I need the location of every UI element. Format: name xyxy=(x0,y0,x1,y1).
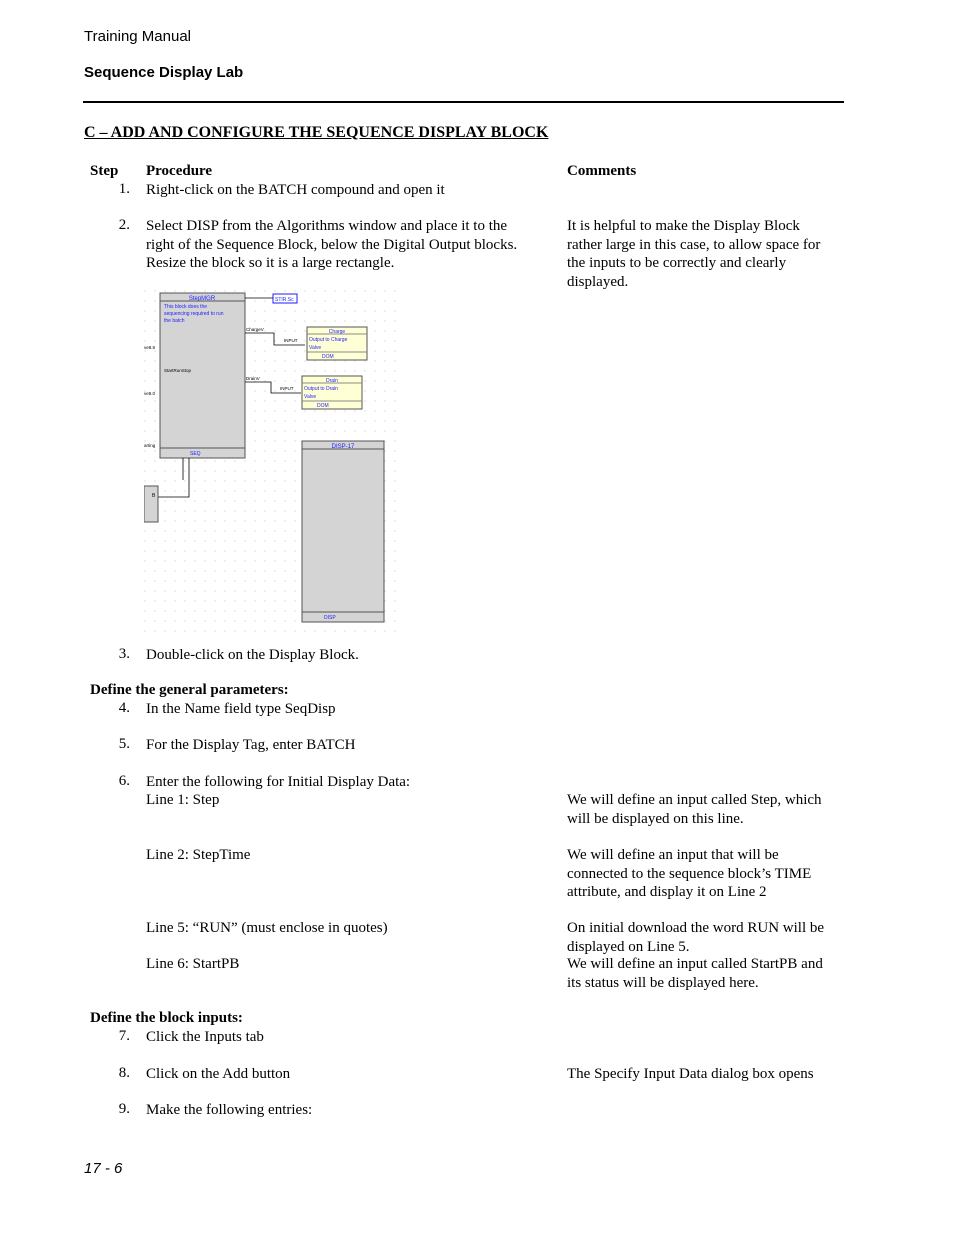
svg-text:Valve: Valve xyxy=(304,394,317,400)
step-text: Double-click on the Display Block. xyxy=(146,647,359,663)
lab-title: Sequence Display Lab xyxy=(84,64,244,81)
col-step: Step xyxy=(90,163,119,179)
svg-text:STIR.Sc: STIR.Sc xyxy=(275,297,294,303)
svg-text:Charge: Charge xyxy=(328,329,346,335)
step-number: 5. xyxy=(118,736,130,752)
step-number: 3. xyxy=(118,646,130,662)
display-line-comment: We will define an input called StartPB and its status will be displayed here. xyxy=(567,956,823,991)
step-text: For the Display Tag, enter BATCH xyxy=(146,737,356,753)
col-comments: Comments xyxy=(567,163,637,179)
svg-text:StartRunStop: StartRunStop xyxy=(164,368,192,373)
display-line: Line 5: “RUN” (must enclose in quotes) xyxy=(146,920,388,936)
step-number: 2. xyxy=(118,217,130,233)
svg-text:Output to Drain: Output to Drain xyxy=(304,386,338,392)
step-number: 4. xyxy=(118,700,130,716)
svg-text:the batch: the batch xyxy=(164,318,185,324)
step-number: 7. xyxy=(118,1028,130,1044)
step-text: Right-click on the BATCH compound and open it xyxy=(146,182,445,198)
seq-title: StepMGR xyxy=(188,296,216,302)
step-text: Select DISP from the Algorithms window and place it to the right of the Sequence Block, below the Digital Output blocks. Resize the block so it is a large rectangle. xyxy=(146,218,518,271)
drain-block[interactable] xyxy=(302,376,362,409)
display-line-comment: We will define an input called Step, which will be displayed on this line. xyxy=(567,792,822,827)
step-number: 9. xyxy=(118,1101,130,1117)
step-text: Click on the Add button xyxy=(146,1066,291,1082)
svg-text:Valve: Valve xyxy=(309,345,322,351)
sequence-block[interactable] xyxy=(160,293,245,458)
header-rule xyxy=(83,101,844,103)
svg-text:DrainV: DrainV xyxy=(246,376,260,381)
step-comment: The Specify Input Data dialog box opens xyxy=(567,1066,814,1082)
svg-text:Drain: Drain xyxy=(326,378,338,384)
manual-title: Training Manual xyxy=(84,28,191,45)
charge-block[interactable] xyxy=(307,327,367,360)
disp-block[interactable] xyxy=(302,441,384,622)
svg-text:ve8.0: ve8.0 xyxy=(144,391,156,396)
step-text: In the Name field type SeqDisp xyxy=(146,701,336,717)
display-line: Line 2: StepTime xyxy=(146,847,251,863)
svg-text:sequencing required to run: sequencing required to run xyxy=(164,311,224,317)
svg-text:DISP: DISP xyxy=(324,615,336,621)
subhead-inputs: Define the block inputs: xyxy=(90,1010,243,1026)
step-comment: It is helpful to make the Display Block rather large in this case, to allow space for the inputs to be correctly and clearly displayed. xyxy=(567,218,821,290)
step-number: 8. xyxy=(118,1065,130,1081)
svg-text:DOM: DOM xyxy=(322,354,334,360)
subhead-general: Define the general parameters: xyxy=(90,682,289,698)
svg-text:INPUT: INPUT xyxy=(280,386,294,391)
page-number: 17 - 6 xyxy=(84,1160,123,1177)
step-number: 1. xyxy=(118,181,130,197)
step-text: Click the Inputs tab xyxy=(146,1029,264,1045)
svg-text:This block does the: This block does the xyxy=(164,304,208,310)
display-line-comment: We will define an input that will be connected to the sequence block’s TIME attribute, and display it on Line 2 xyxy=(567,847,812,900)
svg-text:INPUT: INPUT xyxy=(284,338,298,343)
display-line-comment: On initial download the word RUN will be displayed on Line 5. xyxy=(567,920,825,955)
display-line: Line 6: StartPB xyxy=(146,956,240,972)
svg-text:B: B xyxy=(152,493,156,499)
col-procedure: Procedure xyxy=(146,163,213,179)
block-diagram-screenshot xyxy=(144,290,398,632)
svg-text:ve8.8: ve8.8 xyxy=(144,345,156,350)
section-title: C – ADD AND CONFIGURE THE SEQUENCE DISPLAY BLOCK xyxy=(84,124,549,141)
display-line: Line 1: Step xyxy=(146,792,220,808)
step-number: 6. xyxy=(118,773,130,789)
svg-text:arting: arting xyxy=(144,443,156,448)
svg-text:ChargeV: ChargeV xyxy=(246,327,264,332)
seq-footer: SEQ xyxy=(190,451,201,457)
step-text: Make the following entries: xyxy=(146,1102,313,1118)
svg-text:Output to Charge: Output to Charge xyxy=(309,337,348,343)
svg-text:DOM: DOM xyxy=(317,403,329,409)
svg-text:DISP-17: DISP-17 xyxy=(331,444,355,450)
partial-block xyxy=(144,486,158,522)
step-text: Enter the following for Initial Display Data: xyxy=(146,774,411,790)
